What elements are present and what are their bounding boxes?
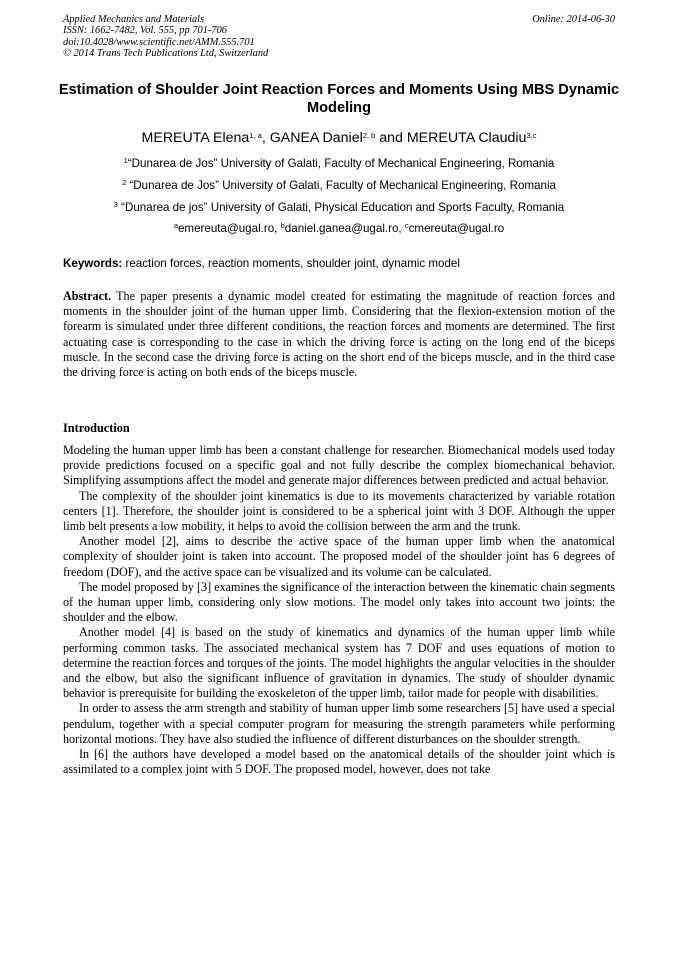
- paragraph: The model proposed by [3] examines the significance of the interaction between the kinematic chain segments of the human upper limb, considering only slow motions. The model only takes into account two joints: the shoulder and the elbow.: [63, 579, 615, 625]
- paragraph: In order to assess the arm strength and stability of human upper limb some researchers [5] have used a special pendulum, together with a special computer program for measuring the strength parameters while performing horizontal motions. They have also studied the influence of different disturbances on the shoulder strength.: [63, 701, 615, 746]
- email-list: $^a$emereuta@ugal.ro, $^b$daniel.ganea@ugal.ro, $^c$cmereuta@ugal.ro: [173, 221, 505, 235]
- author-name: MEREUTA Claudiu: [406, 130, 527, 146]
- introduction-body: [63, 443, 615, 777]
- affiliation-1: $^1$“Dunarea de Jos” University of Galati, Faculty of Mechanical Engineering, Romania: [123, 156, 555, 170]
- paragraph: In [6] the authors have developed a model based on the anatomical details of the shoulder joint which is assimilated to a complex joint with 5 DOF. The proposed model, however, does not take: [63, 747, 615, 777]
- keywords: [63, 257, 615, 271]
- affiliation-3: $^3$ “Dunarea de jos” University of Galati, Physical Education and Sports Faculty, Romania: [113, 200, 565, 214]
- author-superscript: 2, b: [362, 131, 376, 140]
- paper-title: Estimation of Shoulder Joint Reaction Forces and Moments Using MBS Dynamic Modeling: [58, 82, 620, 116]
- abstract-text: The paper presents a dynamic model created for estimating the magnitude of reaction forces and moments in the shoulder joint of the human upper limb. Considering that the flexion-extension motion of the forearm is simulated under three different conditions, the reaction forces and moments are determined. The first actuating case is corresponding to the case in which the driving force is acting on the long end of the biceps muscle. In the second case the driving force is acting on the short end of the biceps muscle, and in the third case the driving force is acting on both ends of the biceps muscle.: [63, 289, 615, 380]
- paragraph: Another model [4] is based on the study of kinematics and dynamics of the human upper limb while performing common tasks. The associated mechanical system has 7 DOF and uses equations of motion to determine the reaction forces and torques of the joints. The model highlights the angular velocities in the shoulder and the elbow, but also the significant influence of gravitation in dynamics. The study of shoulder dynamic behavior is prerequisite for building the exoskeleton of the upper limb, tailor made for people with disabilities.: [63, 625, 615, 701]
- author-name: MEREUTA Elena: [141, 130, 250, 146]
- affiliation-2: $^2$ “Dunarea de Jos” University of Galati, Faculty of Mechanical Engineering, Romania: [122, 178, 556, 192]
- journal-header: [63, 14, 615, 60]
- email-link[interactable]: cmereuta@ugal.ro: [408, 222, 505, 235]
- journal-name: Applied Mechanics and Materials: [63, 14, 205, 25]
- author-name: GANEA Daniel: [269, 130, 363, 146]
- email-link[interactable]: daniel.ganea@ugal.ro,: [284, 222, 405, 235]
- online-date: Online: 2014-06-30: [532, 14, 615, 25]
- paragraph: The complexity of the shoulder joint kinematics is due to its movements characterized by variable rotation centers [1]. Therefore, the shoulder joint is considered to be a spherical joint with 3 DOF. Although the upper limb belt presents a low mobility, it helps to avoid the collision between the arm and the trunk.: [63, 488, 615, 534]
- issn-line: ISSN: 1662-7482, Vol. 555, pp 701-706: [63, 25, 227, 37]
- paragraph: Another model [2], aims to describe the active space of the human upper limb when the anatomical complexity of shoulder joint is taken into account. The proposed model of the shoulder joint has 6 degrees of freedom (DOF), and the active space can be visualized and its volume can be calculated.: [63, 534, 615, 579]
- introduction-heading: Introduction: [63, 421, 130, 435]
- copyright-line: © 2014 Trans Tech Publications Ltd, Switzerland: [63, 48, 269, 60]
- author-superscript: 3,c: [526, 131, 537, 140]
- author-superscript: 1, a: [249, 131, 262, 140]
- abstract-label: Abstract.: [63, 289, 112, 303]
- keywords-text: reaction forces, reaction moments, shoulder joint, dynamic model: [122, 257, 460, 270]
- author-list: MEREUTA Elena$^{1, a}$, GANEA Daniel$^{2, b}$ and MEREUTA Claudiu$^{3,c}$: [141, 130, 537, 146]
- abstract: [63, 289, 615, 380]
- doi-line: doi:10.4028/www.scientific.net/AMM.555.701: [63, 36, 255, 48]
- keywords-label: Keywords:: [63, 257, 123, 270]
- paragraph: Modeling the human upper limb has been a constant challenge for researcher. Biomechanical models used today provide predictions focused on a specific goal and not fully describe the complex biomechanical behavior. Simplifying assumptions affect the model and generate major differences between predicted and actual behavior.: [63, 443, 615, 488]
- email-link[interactable]: emereuta@ugal.ro,: [177, 222, 281, 235]
